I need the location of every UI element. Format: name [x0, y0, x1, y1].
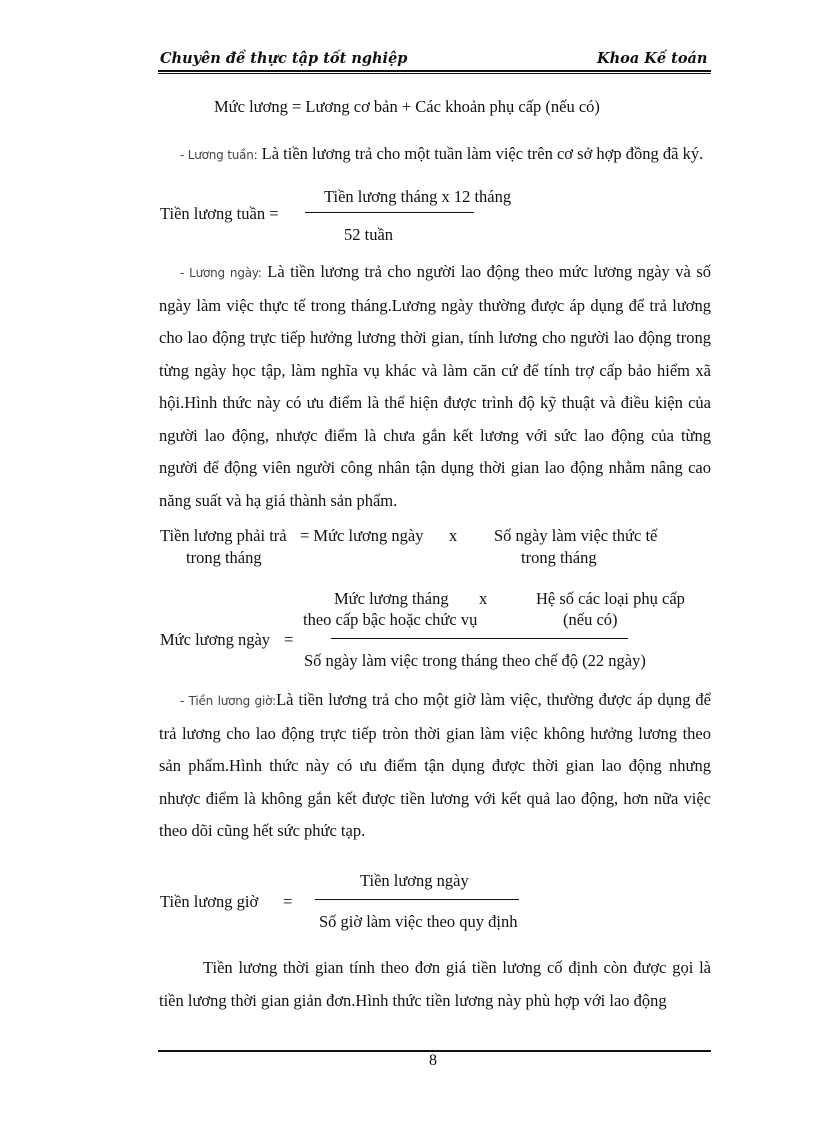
- hourly-fraction-bar: [315, 899, 519, 900]
- header-left: Chuyên đề thực tập tốt nghiệp: [160, 50, 408, 67]
- closing-text: Tiền lương thời gian tính theo đơn giá tiền lương cố định còn được gọi là tiền lương thời gian giản đơn.Hình thức tiền lương này phù hợp với lao động: [159, 958, 711, 1010]
- weekly-paragraph: [159, 138, 711, 172]
- rate-num-1: Mức lương tháng: [334, 589, 449, 608]
- hourly-formula-label: Tiền lương giờ: [160, 892, 259, 911]
- rate-num-1b: theo cấp bậc hoặc chức vụ: [303, 610, 478, 629]
- hourly-numerator: Tiền lương ngày: [360, 871, 469, 890]
- hourly-denominator: Số giờ làm việc theo quy định: [319, 912, 518, 931]
- pay-days-2: trong tháng: [521, 548, 597, 567]
- daily-text: Là tiền lương trả cho người lao động theo mức lương ngày và số ngày làm việc thực tế trong tháng.Lương ngày thường được áp dụng để trả lương cho lao động trực tiếp hưởng lương thời gian, tính lương cho người lao động trong từng ngày học tập, làm nghĩa vụ khác và làm căn cứ để tính trợ cấp bảo hiểm xã hội.Hình thức này có ưu điểm là thể hiện được trình độ kỹ thuật và điều kiện của người lao động, nhược điểm là chưa gắn kết lương với sức lao động của từng người để động viên người công nhân tận dụng thời gian lao động nhằm nâng cao năng suất và hạ giá thành sản phẩm.: [159, 262, 711, 510]
- daily-paragraph: [159, 256, 711, 517]
- closing-paragraph: [159, 952, 711, 1017]
- header-rule: [158, 70, 711, 72]
- rate-num-times: x: [479, 589, 488, 608]
- pay-label-2: trong tháng: [186, 548, 262, 567]
- pay-eq: = Mức lương ngày: [300, 526, 424, 545]
- formula-main: Mức lương = Lương cơ bản + Các khoản phụ cấp (nếu có): [214, 97, 600, 116]
- rate-label: Mức lương ngày: [160, 630, 271, 649]
- hourly-lead: - Tiền lương giờ:: [180, 694, 277, 708]
- page-number: 8: [429, 1052, 437, 1069]
- hourly-text: Là tiền lương trả cho một giờ làm việc, thường được áp dụng để trả lương cho lao động trực tiếp tròn thời gian làm việc không hưởng lương theo sản phẩm.Hình thức này có ưu điểm tận dụng được thời gian lao động nhưng nhược điểm là không gắn kết được tiền lương với kết quả lao động, hơn nữa việc theo dõi cũng hết sức phức tạp.: [159, 690, 712, 840]
- weekly-lead: - Lương tuần:: [180, 148, 258, 162]
- hourly-paragraph: [159, 684, 711, 848]
- pay-days-1: Số ngày làm việc thức tế: [494, 526, 658, 545]
- header-right: Khoa Kế toán: [597, 50, 708, 67]
- hourly-eq: =: [283, 892, 293, 911]
- rate-fraction-bar: [331, 638, 628, 639]
- weekly-numerator: Tiền lương tháng x 12 tháng: [324, 187, 512, 206]
- rate-denominator: Số ngày làm việc trong tháng theo chế độ (22 ngày): [304, 651, 646, 670]
- weekly-text: Là tiền lương trả cho một tuần làm việc trên cơ sở hợp đồng đã ký.: [257, 144, 704, 163]
- pay-label-1: Tiền lương phải trả: [160, 526, 287, 545]
- rate-eq: =: [284, 630, 294, 649]
- daily-lead: - Lương ngày:: [180, 266, 262, 280]
- header-rule-thin: [158, 73, 711, 74]
- rate-num-2b: (nếu có): [563, 610, 618, 629]
- pay-times: x: [449, 526, 458, 545]
- rate-num-2: Hệ số các loại phụ cấp: [536, 589, 685, 608]
- weekly-fraction-bar: [305, 212, 474, 213]
- weekly-formula-label: Tiền lương tuần =: [160, 204, 279, 223]
- weekly-denominator: 52 tuần: [344, 225, 394, 244]
